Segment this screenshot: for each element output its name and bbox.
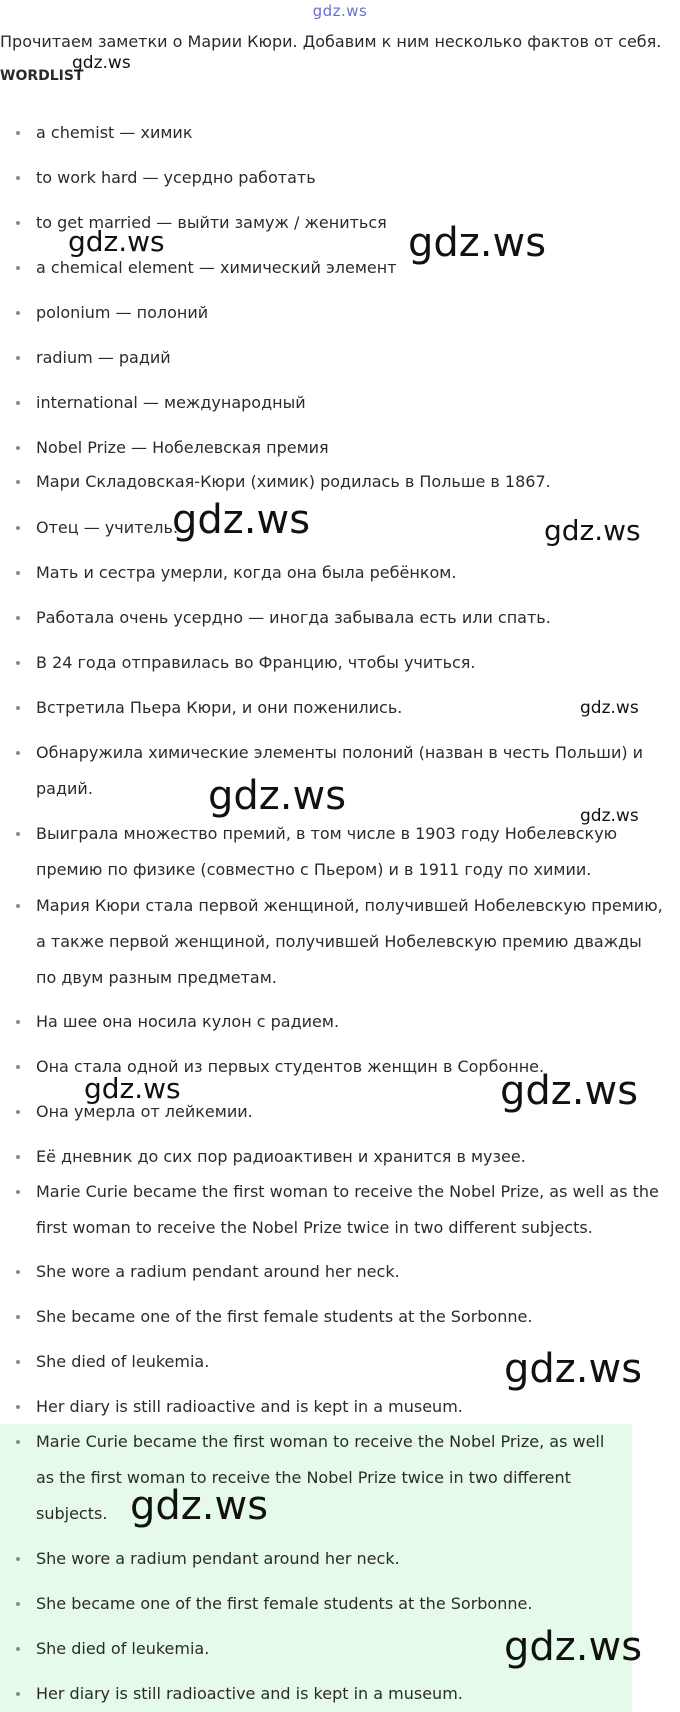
- watermark: gdz.ws: [544, 514, 641, 547]
- list-item-text: to work hard — усердно работать: [36, 168, 316, 187]
- list-item-text: She became one of the first female students at the Sorbonne.: [36, 1307, 533, 1326]
- bullet-icon: [16, 706, 20, 710]
- list-item: [36, 1676, 666, 1712]
- list-item: [36, 430, 666, 466]
- list-item: [36, 1004, 666, 1040]
- watermark: gdz.ws: [408, 220, 547, 266]
- list-item-text: a chemical element — химический элемент: [36, 258, 397, 277]
- list-item-text: Работала очень усердно — иногда забывала есть или спать.: [36, 608, 551, 627]
- bullet-icon: [16, 751, 20, 755]
- bullet-icon: [16, 480, 20, 484]
- list-item-text: to get married — выйти замуж / жениться: [36, 213, 387, 232]
- bullet-icon: [16, 1647, 20, 1651]
- bullet-icon: [16, 266, 20, 270]
- list-item: [36, 1174, 666, 1246]
- list-item-text: Встретила Пьера Кюри, и они поженились.: [36, 698, 403, 717]
- list-item: [36, 385, 666, 421]
- list-item-text: She wore a radium pendant around her neck.: [36, 1549, 400, 1568]
- list-item-text: Мать и сестра умерли, когда она была ребёнком.: [36, 563, 457, 582]
- list-item-text: Она стала одной из первых студентов женщин в Сорбонне.: [36, 1057, 545, 1076]
- watermark: gdz.ws: [130, 1483, 269, 1529]
- list-item-text: Nobel Prize — Нобелевская премия: [36, 438, 329, 457]
- list-item: [36, 1299, 666, 1335]
- bullet-icon: [16, 1020, 20, 1024]
- bullet-icon: [16, 1155, 20, 1159]
- list-item-text: Marie Curie became the first woman to receive the Nobel Prize, as well as the first woman to receive the Nobel Prize twice in two different subjects.: [36, 1432, 605, 1523]
- watermark: gdz.ws: [208, 773, 347, 819]
- watermark: gdz.ws: [580, 806, 639, 826]
- list-item: [36, 1541, 666, 1577]
- list-item: [36, 1139, 666, 1175]
- bullet-icon: [16, 832, 20, 836]
- bullet-icon: [16, 1315, 20, 1319]
- bullet-icon: [16, 904, 20, 908]
- watermark: gdz.ws: [504, 1346, 643, 1392]
- list-item: [36, 816, 666, 888]
- list-item: [36, 735, 666, 807]
- list-item: [36, 555, 666, 591]
- bullet-icon: [16, 1557, 20, 1561]
- list-item-text: Her diary is still radioactive and is kept in a museum.: [36, 1397, 463, 1416]
- list-item-text: Her diary is still radioactive and is kept in a museum.: [36, 1684, 463, 1703]
- watermark: gdz.ws: [72, 53, 131, 73]
- list-item-text: a chemist — химик: [36, 123, 193, 142]
- bullet-icon: [16, 1440, 20, 1444]
- bullet-icon: [16, 1692, 20, 1696]
- list-item-text: She wore a radium pendant around her neck.: [36, 1262, 400, 1281]
- bullet-icon: [16, 131, 20, 135]
- list-item: [36, 690, 666, 726]
- bullet-icon: [16, 401, 20, 405]
- list-item: [36, 888, 666, 996]
- watermark: gdz.ws: [68, 225, 165, 258]
- list-item: [36, 1389, 666, 1425]
- list-item: [36, 600, 666, 636]
- bullet-icon: [16, 176, 20, 180]
- list-item: [36, 464, 666, 500]
- list-item-text: Marie Curie became the first woman to receive the Nobel Prize, as well as the first woman to receive the Nobel Prize twice in two different subjects.: [36, 1182, 659, 1237]
- bullet-icon: [16, 221, 20, 225]
- list-item-text: Она умерла от лейкемии.: [36, 1102, 253, 1121]
- list-item-text: Обнаружила химические элементы полоний (назван в честь Польши) и радий.: [36, 743, 644, 798]
- list-item-text: polonium — полоний: [36, 303, 209, 322]
- site-logo[interactable]: gdz.ws: [312, 2, 368, 20]
- wordlist-heading: WORDLIST: [0, 68, 84, 84]
- list-item-text: She died of leukemia.: [36, 1352, 210, 1371]
- bullet-icon: [16, 446, 20, 450]
- list-item: [36, 160, 666, 196]
- bullet-icon: [16, 1360, 20, 1364]
- list-item-text: На шее она носила кулон с радием.: [36, 1012, 340, 1031]
- list-item-text: Мари Складовская-Кюри (химик) родилась в Польше в 1867.: [36, 472, 551, 491]
- watermark: gdz.ws: [580, 698, 639, 718]
- bullet-icon: [16, 356, 20, 360]
- watermark: gdz.ws: [500, 1068, 639, 1114]
- list-item-text: Её дневник до сих пор радиоактивен и хранится в музее.: [36, 1147, 526, 1166]
- bullet-icon: [16, 661, 20, 665]
- list-item: [36, 115, 666, 151]
- bullet-icon: [16, 1602, 20, 1606]
- bullet-icon: [16, 1405, 20, 1409]
- bullet-icon: [16, 1190, 20, 1194]
- bullet-icon: [16, 616, 20, 620]
- watermark: gdz.ws: [84, 1072, 181, 1105]
- bullet-icon: [16, 1065, 20, 1069]
- bullet-icon: [16, 526, 20, 530]
- list-item: [36, 1586, 666, 1622]
- bullet-icon: [16, 1110, 20, 1114]
- list-item-text: Выиграла множество премий, в том числе в 1903 году Нобелевскую премию по физике (совместно с Пьером) и в 1911 году по химии.: [36, 824, 618, 879]
- list-item-text: She died of leukemia.: [36, 1639, 210, 1658]
- list-item-text: She became one of the first female students at the Sorbonne.: [36, 1594, 533, 1613]
- list-item-text: Отец — учитель.: [36, 518, 179, 537]
- list-item: [36, 340, 666, 376]
- list-item-text: В 24 года отправилась во Францию, чтобы учиться.: [36, 653, 476, 672]
- bullet-icon: [16, 311, 20, 315]
- list-item-text: Мария Кюри стала первой женщиной, получившей Нобелевскую премию, а также первой женщиной, получившей Нобелевскую премию дважды по двум разным предметам.: [36, 896, 663, 987]
- bullet-icon: [16, 571, 20, 575]
- bullet-icon: [16, 1270, 20, 1274]
- list-item: [36, 645, 666, 681]
- list-item: [36, 295, 666, 331]
- list-item-text: international — международный: [36, 393, 306, 412]
- list-item: [36, 1424, 626, 1532]
- watermark: gdz.ws: [504, 1624, 643, 1670]
- watermark: gdz.ws: [172, 497, 311, 543]
- list-item: [36, 1254, 666, 1290]
- list-item-text: radium — радий: [36, 348, 171, 367]
- intro-text: Прочитаем заметки о Марии Кюри. Добавим к ним несколько фактов от себя.: [0, 32, 662, 51]
